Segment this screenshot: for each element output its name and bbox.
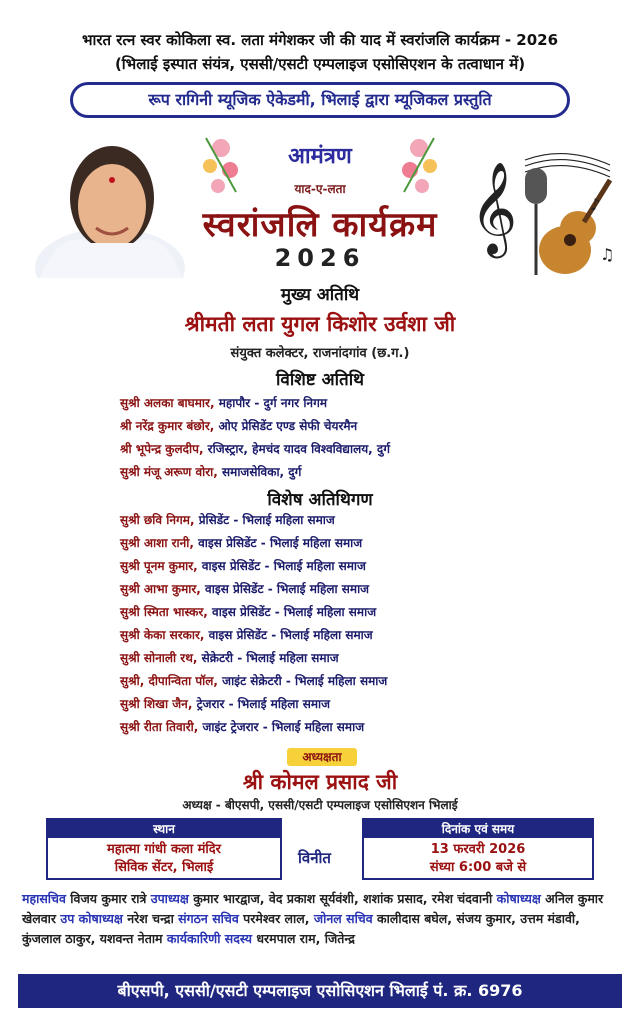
list-item: सुश्री केका सरकार, वाइस प्रेसिडेंट - भिलाई महिला समाज <box>120 628 373 642</box>
special-guests-list <box>120 392 550 484</box>
datetime-label: दिनांक एवं समय <box>364 820 592 838</box>
list-item: सुश्री, दीपान्विता पॉल, जाइंट सेक्रेटरी - भिलाई महिला समाज <box>120 674 388 688</box>
committee-members: महासचिव विजय कुमार रात्रे उपाध्यक्ष कुमार भारद्वाज, वेद प्रकाश सूर्यवंशी, शशांक प्रसाद, रमेश चंदवानी कोषाध्यक्ष अनिल कुमार खेलवार उप कोषाध्यक्ष नरेश चन्द्रा संगठन सचिव परमेश्वर लाल, जोनल सचिव कालीदास बघेल, संजय कुमार, उत्तम मंडावी, कुंजलाल ठाकुर, यशवन्त नेताम कार्यकारिणी सदस्य धरमपाल राम, जितेन्द्र <box>22 891 604 946</box>
list-item: सुश्री पूनम कुमार, वाइस प्रेसिडेंट - भिलाई महिला समाज <box>120 559 366 573</box>
presidency-designation: अध्यक्ष - बीएसपी, एससी/एसटी एम्पलाइज एसोसिएशन भिलाई <box>182 798 458 812</box>
venue-box <box>46 818 282 880</box>
list-item: सुश्री सोनाली रथ, सेक्रेटरी - भिलाई महिला समाज <box>120 651 339 665</box>
event-date: 13 फरवरी 2026 <box>430 842 526 857</box>
list-item: सुश्री आभा कुमार, वाइस प्रेसिडेंट - भिलाई महिला समाज <box>120 582 370 596</box>
humble-label: विनीत <box>298 849 331 867</box>
list-item: सुश्री अलका बाघमार, महापौर - दुर्ग नगर निगम <box>120 396 328 410</box>
presidency-label: अध्यक्षता <box>287 748 357 766</box>
invitation-heading: आमंत्रण <box>288 144 352 169</box>
list-item: सुश्री शिखा जैन, ट्रेजरार - भिलाई महिला समाज <box>120 697 331 711</box>
list-item: श्री भूपेन्द्र कुलदीप, रजिस्ट्रार, हेमचंद यादव विश्वविद्यालय, दुर्ग <box>120 442 391 456</box>
header-line-1: भारत रत्न स्वर कोकिला स्व. लता मंगेशकर जी की याद में स्वरांजलि कार्यक्रम - 2026 <box>81 31 559 49</box>
special-guests-heading: विशिष्ट अतिथि <box>275 370 364 390</box>
header-line-2: (भिलाई इस्पात संयंत्र, एससी/एसटी एम्पलाइज एसोसिएशन के तत्वाधान में) <box>114 55 526 73</box>
datetime-box <box>362 818 594 880</box>
venue-label: स्थान <box>48 820 280 838</box>
svg-text:♫: ♫ <box>600 245 615 264</box>
list-item: सुश्री रीता तिवारी, जाइंट ट्रेजरार - भिलाई महिला समाज <box>120 720 365 734</box>
event-subtitle: याद-ए-लता <box>294 182 346 196</box>
guests-of-honour-heading: विशेष अतिथिगण <box>267 490 373 510</box>
chief-guest-designation: संयुक्त कलेक्टर, राजनांदगांव (छ.ग.) <box>230 346 410 361</box>
venue-line-2: सिविक सेंटर, भिलाई <box>114 860 214 875</box>
footer-association: बीएसपी, एससी/एसटी एम्पलाइज एसोसिएशन भिलाई पं. क्र. 6976 <box>18 974 622 1008</box>
svg-text:♪: ♪ <box>590 195 601 214</box>
event-time: संध्या 6:00 बजे से <box>429 860 527 875</box>
guests-of-honour-list <box>120 509 550 739</box>
event-title: स्वरांजलि कार्यक्रम <box>202 205 438 245</box>
treble-clef-icon: 𝄞 <box>470 161 518 254</box>
venue-line-1: महात्मा गांधी कला मंदिर <box>107 842 221 857</box>
list-item: सुश्री छवि निगम, प्रेसिडेंट - भिलाई महिला समाज <box>120 513 335 527</box>
chief-guest-heading: मुख्य अतिथि <box>280 285 360 305</box>
presentation-banner: रूप रागिनी म्यूजिक ऐकेडमी, भिलाई द्वारा म्यूजिकल प्रस्तुति <box>70 82 570 118</box>
chief-guest-name: श्रीमती लता युगल किशोर उर्वशा जी <box>184 312 456 336</box>
event-year: 2026 <box>274 244 366 272</box>
list-item: सुश्री स्मिता भास्कर, वाइस प्रेसिडेंट - भिलाई महिला समाज <box>120 605 377 619</box>
list-item: सुश्री आशा रानी, वाइस प्रेसिडेंट - भिलाई महिला समाज <box>120 536 363 550</box>
presidency-name: श्री कोमल प्रसाद जी <box>242 770 398 794</box>
list-item: सुश्री मंजू अरूण वोरा, समाजसेविका, दुर्ग <box>120 465 302 479</box>
list-item: श्री नरेंद्र कुमार बंछोर, ओए प्रेसिडेंट एण्ड सेफी चेयरमैन <box>120 419 358 433</box>
